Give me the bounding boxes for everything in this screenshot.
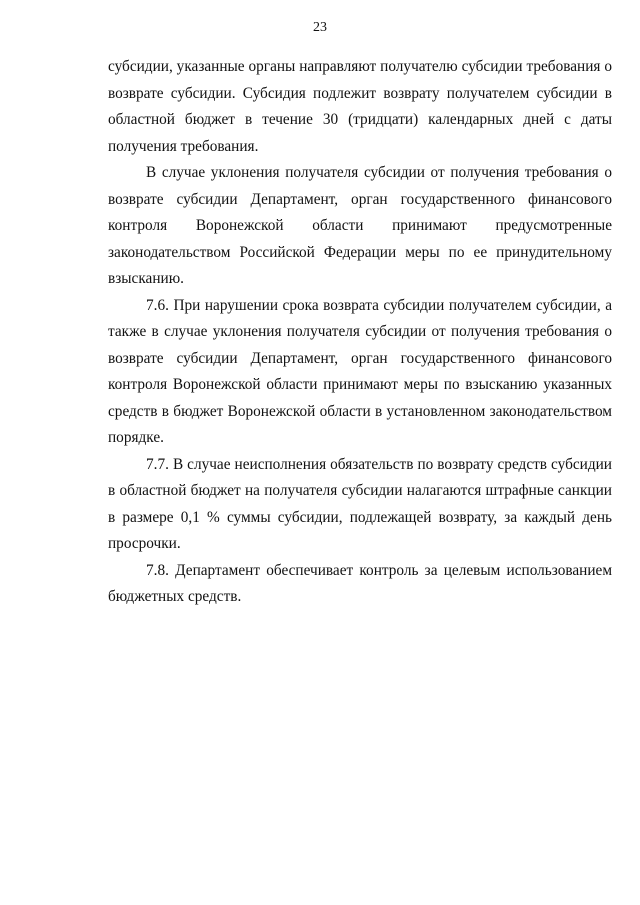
paragraph-7-6: 7.6. При нарушении срока возврата субсидии получателем субсидии, а также в случае уклонения получателя субсидии от получения требования о возврате субсидии Департамент, орган государственного финансового контроля Воронежской области принимают меры по взысканию указанных средств в бюджет Воронежской области в установленном законодательством порядке. bbox=[108, 296, 612, 446]
paragraph-continuation: субсидии, указанные органы направляют получателю субсидии требования о возврате субсидии. Субсидия подлежит возврату получателем субсидии в областной бюджет в течение 30 (тридцати) календарных дней с даты получения требования. bbox=[108, 58, 612, 155]
document-body bbox=[108, 54, 612, 611]
paragraph-7-7: 7.7. В случае неисполнения обязательств по возврату средств субсидии в областной бюджет на получателя субсидии налагаются штрафные санкции в размере 0,1 % суммы субсидии, подлежащей возврату, за каждый день просрочки. bbox=[108, 455, 612, 552]
page-number: 23 bbox=[313, 20, 327, 35]
paragraph-evasion: В случае уклонения получателя субсидии от получения требования о возврате субсидии Департамент, орган государственного финансового контроля Воронежской области принимают предусмотренные законодательством Российской Федерации меры по ее принудительному взысканию. bbox=[108, 164, 612, 287]
paragraph-7-8: 7.8. Департамент обеспечивает контроль за целевым использованием бюджетных средств. bbox=[108, 561, 612, 605]
